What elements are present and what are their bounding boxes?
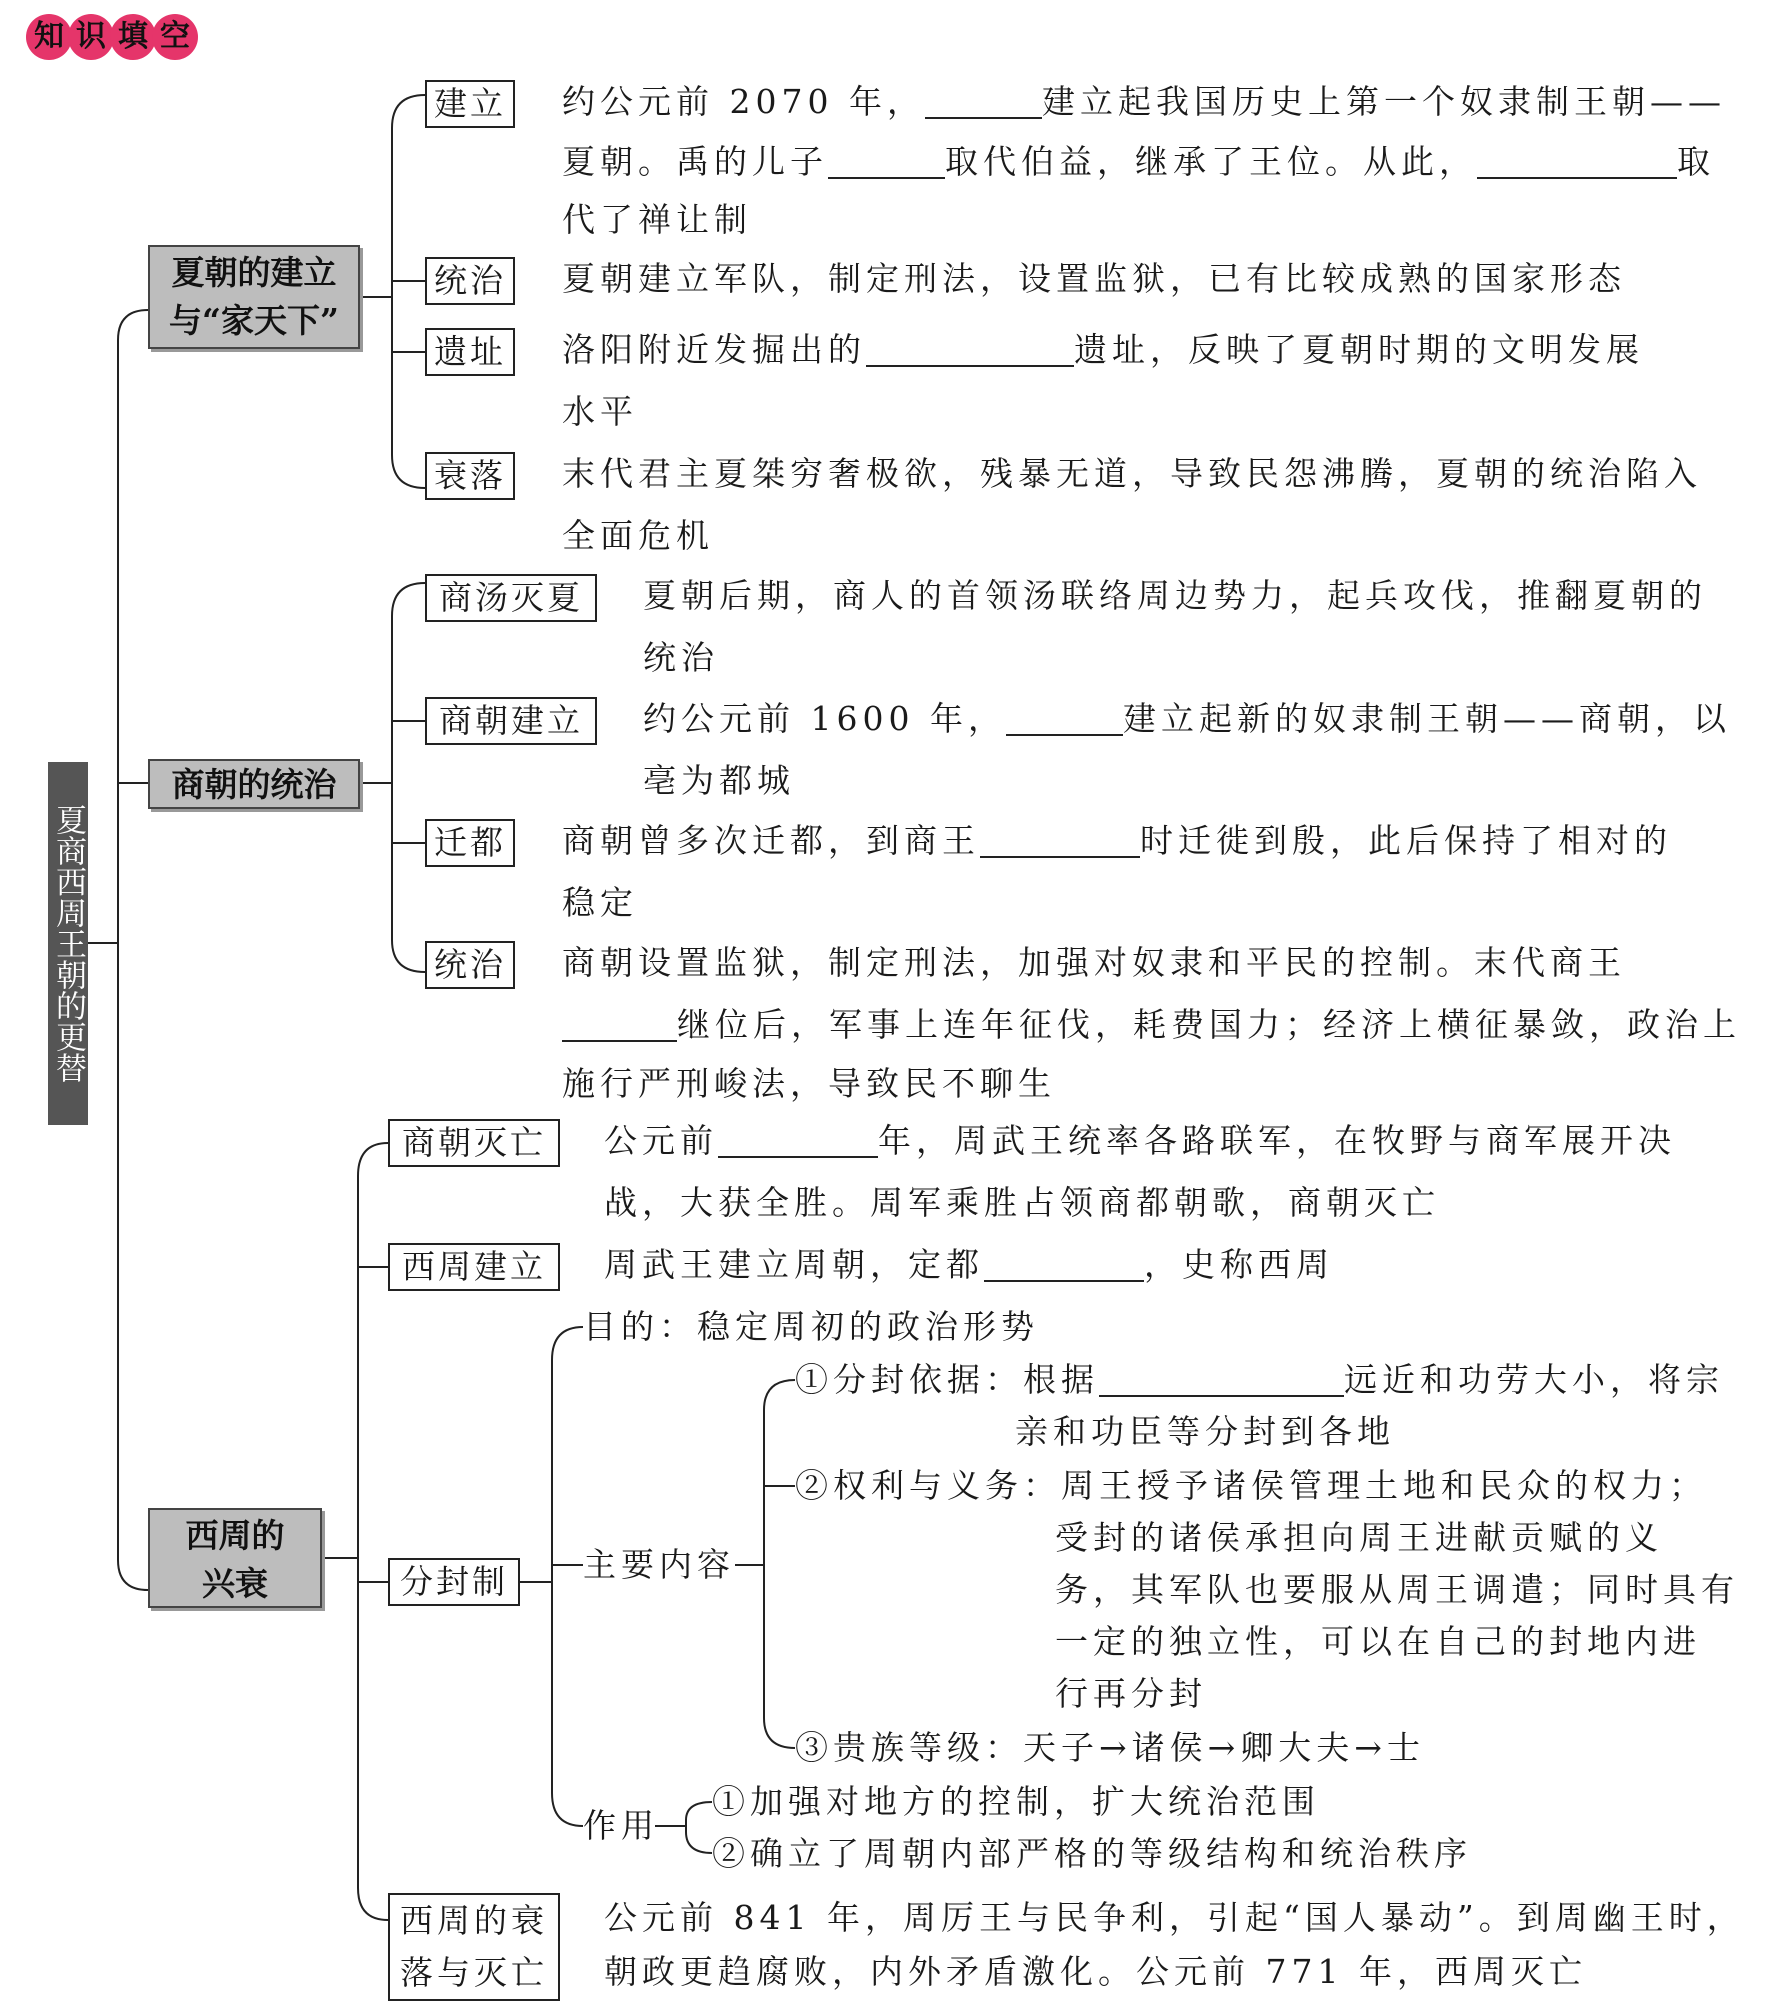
blank bbox=[1099, 1361, 1344, 1397]
xia-founding-line3: 代了禅让制 bbox=[562, 200, 752, 239]
zhou-shang-fall-line1 bbox=[604, 1111, 1676, 1171]
enfeoffment-basis-line1 bbox=[795, 1354, 1724, 1406]
text-span: 继位后，军事上连年征伐，耗费国力；经济上横征暴敛，政治上 bbox=[677, 1005, 1741, 1044]
enfeoffment-rights-line5: 行再分封 bbox=[1055, 1674, 1207, 1713]
xia-site-line1 bbox=[562, 320, 1644, 380]
zhou-title-line2: 兴衰 bbox=[202, 1564, 268, 1603]
enfeoffment-content-label: 主要内容 bbox=[583, 1545, 735, 1584]
text-span: 洛阳附近发掘出的 bbox=[562, 330, 866, 369]
label-zhou-enfeoffment: 分封制 bbox=[388, 1558, 520, 1606]
blank bbox=[1477, 143, 1677, 179]
zhou-shang-fall-line2: 战，大获全胜。周军乘胜占领商都朝歌，商朝灭亡 bbox=[604, 1183, 1440, 1222]
enfeoffment-ranks: ③贵族等级：天子→诸侯→卿大夫→士 bbox=[795, 1728, 1425, 1767]
label-xia-decline: 衰落 bbox=[425, 452, 515, 500]
text-span: 年，周武王统率各路联军，在牧野与商军展开决 bbox=[878, 1121, 1676, 1160]
text-span: 遗址，反映了夏朝时期的文明发展 bbox=[1074, 330, 1644, 369]
label-shang-rule: 统治 bbox=[425, 941, 515, 989]
badge-char: 空 bbox=[152, 14, 198, 60]
text-span: 周武王建立周朝，定都 bbox=[604, 1245, 984, 1284]
enfeoffment-effect-1: ①加强对地方的控制，扩大统治范围 bbox=[712, 1782, 1320, 1821]
text-span: 远近和功劳大小，将宗 bbox=[1344, 1360, 1724, 1399]
text-span: 建立起新的奴隶制王朝——商朝，以 bbox=[1122, 699, 1731, 738]
label-shang-capital: 迁都 bbox=[425, 819, 515, 867]
xia-founding-line2 bbox=[562, 132, 1715, 192]
text-span: 取 bbox=[1677, 142, 1715, 181]
blank bbox=[980, 822, 1140, 858]
xia-title-line1: 夏朝的建立 bbox=[171, 253, 337, 292]
blank bbox=[718, 1122, 878, 1158]
enfeoffment-rights-line4: 一定的独立性，可以在自己的封地内进 bbox=[1055, 1622, 1701, 1661]
enfeoffment-effect-2: ②确立了周朝内部严格的等级结构和统治秩序 bbox=[712, 1834, 1472, 1873]
shang-overthrow-line1: 夏朝后期，商人的首领汤联络周边势力，起兵攻伐，推翻夏朝的 bbox=[643, 576, 1707, 615]
blank bbox=[925, 83, 1042, 119]
zhou-section-title bbox=[148, 1508, 322, 1608]
text-span: 商朝曾多次迁都，到商王 bbox=[562, 821, 980, 860]
xia-founding-line1 bbox=[562, 72, 1726, 132]
zhou-title-line1: 西周的 bbox=[185, 1516, 285, 1555]
shang-founding-line1 bbox=[643, 689, 1731, 749]
label-line: 西周的衰 bbox=[400, 1901, 548, 1940]
shang-founding-line2: 亳为都城 bbox=[643, 761, 795, 800]
enfeoffment-rights-line2: 受封的诸侯承担向周王进献贡赋的义 bbox=[1055, 1518, 1663, 1557]
badge-char: 知 bbox=[26, 14, 72, 60]
enfeoffment-effect-label: 作用 bbox=[583, 1806, 659, 1845]
text-span: 取代伯益，继承了王位。从此， bbox=[945, 142, 1477, 181]
xia-decline-line2: 全面危机 bbox=[562, 516, 714, 555]
label-zhou-founding: 西周建立 bbox=[388, 1243, 560, 1291]
shang-rule-line2 bbox=[562, 995, 1741, 1055]
label-line: 落与灭亡 bbox=[400, 1953, 548, 1992]
main-title: 夏商西周王朝的更替 bbox=[48, 762, 88, 1125]
badge-char: 填 bbox=[110, 14, 156, 60]
text-span: 约公元前 2070 年， bbox=[562, 82, 925, 121]
label-zhou-shang-fall: 商朝灭亡 bbox=[388, 1119, 560, 1167]
badge-char: 识 bbox=[68, 14, 114, 60]
zhou-decline-line1: 公元前 841 年，周厉王与民争利，引起“国人暴动”。到周幽王时， bbox=[604, 1898, 1745, 1937]
label-xia-founding: 建立 bbox=[425, 80, 515, 128]
label-shang-founding: 商朝建立 bbox=[425, 697, 597, 745]
enfeoffment-rights-line3: 务，其军队也要服从周王调遣；同时具有 bbox=[1055, 1570, 1739, 1609]
text-span: ，史称西周 bbox=[1144, 1245, 1334, 1284]
text-span: 约公元前 1600 年， bbox=[643, 699, 1006, 738]
xia-rule-line1: 夏朝建立军队，制定刑法，设置监狱，已有比较成熟的国家形态 bbox=[562, 259, 1626, 298]
shang-overthrow-line2: 统治 bbox=[643, 638, 719, 677]
xia-decline-line1: 末代君主夏桀穷奢极欲，残暴无道，导致民怨沸腾，夏朝的统治陷入 bbox=[562, 454, 1702, 493]
text-span: ①分封依据：根据 bbox=[795, 1360, 1099, 1399]
shang-rule-line3: 施行严刑峻法，导致民不聊生 bbox=[562, 1064, 1056, 1103]
shang-rule-line1: 商朝设置监狱，制定刑法，加强对奴隶和平民的控制。末代商王 bbox=[562, 943, 1626, 982]
label-xia-site: 遗址 bbox=[425, 328, 515, 376]
enfeoffment-purpose: 目的：稳定周初的政治形势 bbox=[583, 1307, 1039, 1346]
xia-site-line2: 水平 bbox=[562, 392, 638, 431]
blank bbox=[984, 1246, 1144, 1282]
knowledge-fill-badge bbox=[26, 14, 194, 62]
zhou-founding-line1 bbox=[604, 1235, 1334, 1295]
blank bbox=[866, 331, 1074, 367]
zhou-decline-line2: 朝政更趋腐败，内外矛盾激化。公元前 771 年，西周灭亡 bbox=[604, 1952, 1587, 1991]
shang-capital-line2: 稳定 bbox=[562, 883, 638, 922]
text-span: 时迁徙到殷，此后保持了相对的 bbox=[1140, 821, 1672, 860]
enfeoffment-basis-line2: 亲和功臣等分封到各地 bbox=[1015, 1412, 1395, 1451]
xia-title-line2: 与“家天下” bbox=[169, 301, 339, 340]
label-shang-overthrow: 商汤灭夏 bbox=[425, 574, 597, 622]
shang-section-title: 商朝的统治 bbox=[148, 759, 360, 809]
text-span: 公元前 bbox=[604, 1121, 718, 1160]
shang-capital-line1 bbox=[562, 811, 1672, 871]
blank bbox=[1006, 700, 1123, 736]
xia-section-title bbox=[148, 245, 360, 349]
label-xia-rule: 统治 bbox=[425, 257, 515, 305]
blank bbox=[828, 143, 945, 179]
blank bbox=[562, 1006, 677, 1042]
text-span: 建立起我国历史上第一个奴隶制王朝—— bbox=[1041, 82, 1726, 121]
label-zhou-decline bbox=[388, 1893, 560, 2001]
enfeoffment-rights-line1: ②权利与义务：周王授予诸侯管理土地和民众的权力； bbox=[795, 1466, 1707, 1505]
text-span: 夏朝。禹的儿子 bbox=[562, 142, 828, 181]
